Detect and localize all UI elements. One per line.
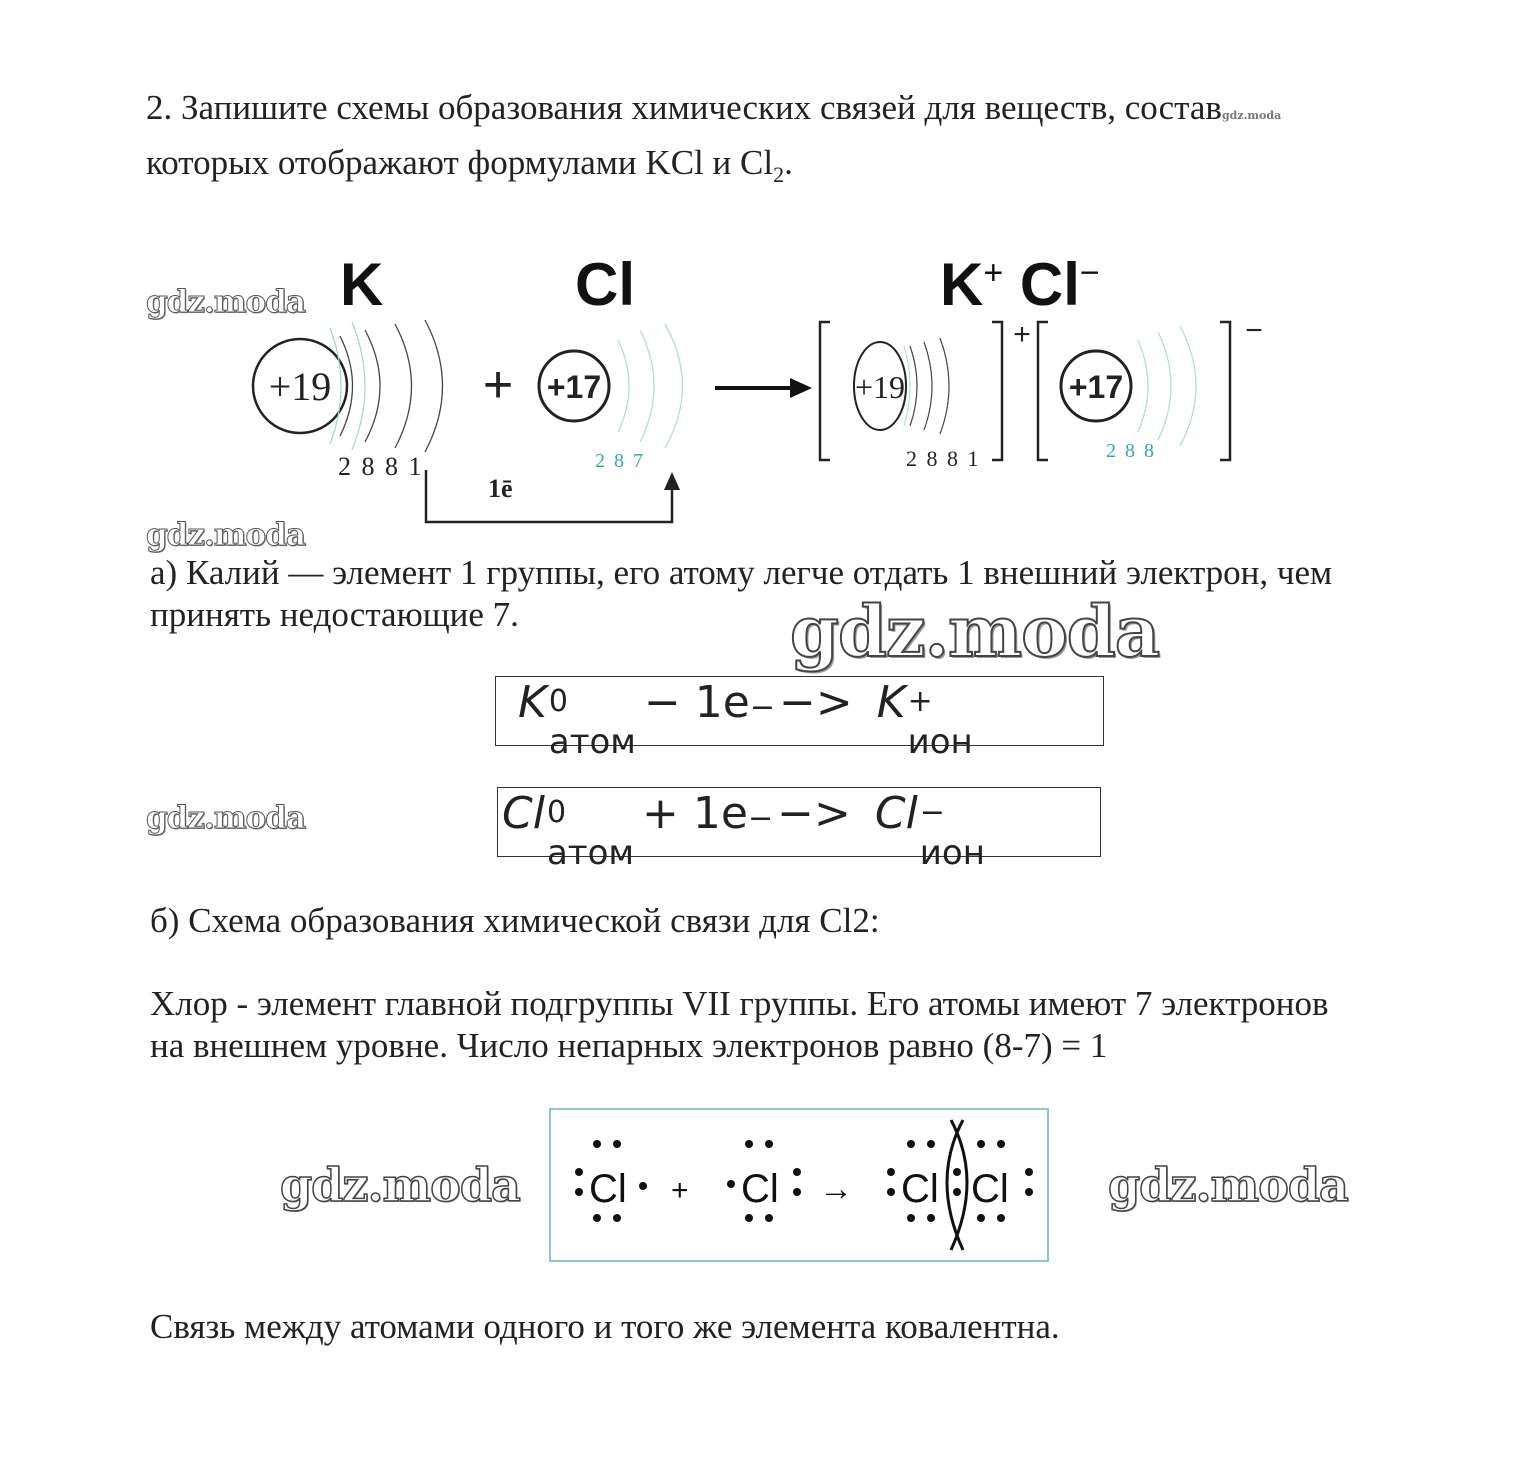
conclusion: Связь между атомами одного и того же элемента ковалентна. [150,1307,1060,1346]
cl-ion-bracket-right [1220,322,1230,460]
equation-chlorine: Cl 0 атом + 1e − −> Cl − ион [497,787,1101,857]
cl-ion-charge-sign: − [1245,314,1263,347]
k-shell-numbers: 2 8 8 1 [338,452,424,481]
cl-label: Cl [575,251,635,318]
cl-shell-numbers: 2 8 7 [595,450,645,472]
cl-ion-bracket-left [1038,322,1048,460]
watermark: gdz.moda [146,800,305,836]
watermark-large: gdz.moda [790,590,1160,673]
cl-ion-shell-numbers: 2 8 8 [1106,440,1156,462]
electron-transfer-arrow [426,470,672,522]
equation-potassium: K 0 атом − 1e − −> K + ион [495,676,1104,746]
k-ion-label: K+ Cl− [940,251,1100,318]
watermark: gdz.moda [146,517,305,553]
task-line1: 2. Запишите схемы образования химических связей для веществ, состав [146,88,1222,127]
lewis-plus: + [671,1174,689,1207]
task-text [146,84,1436,198]
paragraph-a [150,552,1332,636]
watermark-small: gdz.moda [1221,109,1282,122]
cl-nucleus: +17 [546,369,602,405]
k-nucleus: +19 [268,364,332,409]
plus-sign: + [482,356,514,414]
transfer-label: 1ē [488,474,513,503]
lewis-cl-1: Cl [589,1167,627,1211]
watermark: gdz.moda [280,1158,520,1212]
k-ion-bracket-left [820,322,830,460]
paragraph-chlorine [150,983,1329,1067]
watermark: gdz.moda [1108,1158,1348,1212]
cl-shells-arcs [618,324,683,448]
task-line2-end: . [784,143,793,182]
paragraph-a-line2: принять недостающие 7. [150,595,519,634]
k-label: K [340,251,384,318]
subscript: 2 [773,162,785,187]
paragraph-chlorine-line2: на внешнем уровне. Число непарных электронов равно (8-7) = 1 [150,1026,1108,1065]
paragraph-a-line1: а) Калий — элемент 1 группы, его атому легче отдать 1 внешний электрон, чем [150,553,1333,592]
lewis-arrow: → [819,1170,853,1208]
cl-ion-nucleus: +17 [1068,369,1124,405]
lewis-diagram-box [549,1108,1049,1262]
lewis-cl-4: Cl [971,1167,1009,1211]
k-ion-bracket-right [992,322,1002,460]
k-ion-charge-sign: + [1013,318,1031,351]
watermark: gdz.moda [146,284,305,320]
ionic-bond-diagram [240,310,1280,530]
task-line2: которых отображают формулами KCl и Cl [146,143,774,182]
lewis-cl-2: Cl [741,1167,779,1211]
k-ion-nucleus: +19 [854,369,906,405]
k-ion-shell-numbers: 2 8 8 1 [906,446,981,471]
lewis-cl-3: Cl [901,1167,939,1211]
k-shells-arcs [340,320,443,452]
paragraph-chlorine-line1: Хлор - элемент главной подгруппы VII группы. Его атомы имеют 7 электронов [150,984,1329,1023]
lewis-diagram [551,1110,1047,1260]
paragraph-b: б) Схема образования химической связи для Cl2: [150,901,880,940]
